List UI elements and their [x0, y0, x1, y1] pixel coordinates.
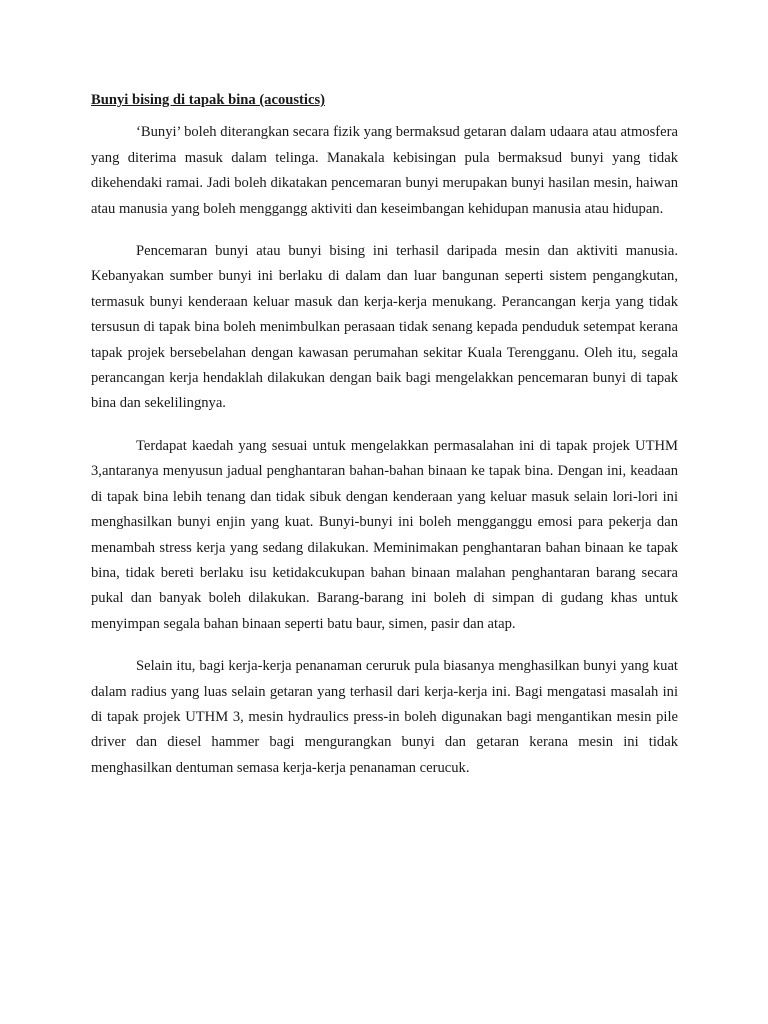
paragraph-4: Selain itu, bagi kerja-kerja penanaman ceruruk pula biasanya menghasilkan bunyi yang kuat dalam radius yang luas selain getaran yang terhasil dari kerja-kerja ini. Bagi mengatasi masalah ini di tapak projek UTHM 3, mesin hydraulics press-in boleh digunakan bagi mengantikan mesin pile driver dan diesel hammer bagi mengurangkan bunyi dan getaran kerana mesin ini tidak menghasilkan dentuman semasa kerja-kerja penanaman cerucuk.: [91, 658, 678, 776]
paragraph-3: Terdapat kaedah yang sesuai untuk mengelakkan permasalahan ini di tapak projek UTHM 3,antaranya menyusun jadual penghantaran bahan-bahan binaan ke tapak bina. Dengan ini, keadaan di tapak bina lebih tenang dan tidak sibuk dengan kenderaan yang keluar masuk selain lori-lori ini menghasilkan bunyi enjin yang kuat. Bunyi-bunyi ini boleh mengganggu emosi para pekerja dan menambah stress kerja yang sedang dilakukan. Meminimakan penghantaran bahan binaan ke tapak bina, tidak bereti berlaku isu ketidakcukupan bahan binaan malahan penghantaran barang secara pukal dan banyak boleh dilakukan. Barang-barang ini boleh di simpan di gudang khas untuk menyimpan segala bahan binaan seperti batu baur, simen, pasir dan atap.: [91, 437, 678, 632]
document-title: Bunyi bising di tapak bina (acoustics): [91, 92, 325, 108]
paragraph-1: ‘Bunyi’ boleh diterangkan secara fizik yang bermaksud getaran dalam udaara atau atmosfera yang diterima masuk dalam telinga. Manakala kebisingan pula bermaksud bunyi yang tidak dikehendaki ramai. Jadi boleh dikatakan pencemaran bunyi merupakan bunyi hasilan mesin, haiwan atau manusia yang boleh menggangg aktiviti dan keseimbangan kehidupan manusia atau hidupan.: [91, 124, 678, 217]
document-body: [91, 88, 678, 798]
paragraph-2: Pencemaran bunyi atau bunyi bising ini terhasil daripada mesin dan aktiviti manusia. Kebanyakan sumber bunyi ini berlaku di dalam dan luar bangunan seperti sistem pengangkutan, termasuk bunyi kenderaan keluar masuk dan kerja-kerja menukang. Perancangan kerja yang tidak tersusun di tapak bina boleh menimbulkan perasaan tidak senang kepada penduduk setempat kerana tapak projek bersebelahan dengan kawasan perumahan sekitar Kuala Terengganu. Oleh itu, segala perancangan kerja hendaklah dilakukan dengan baik bagi mengelakkan pencemaran bunyi di tapak bina dan sekelilingnya.: [91, 243, 678, 412]
